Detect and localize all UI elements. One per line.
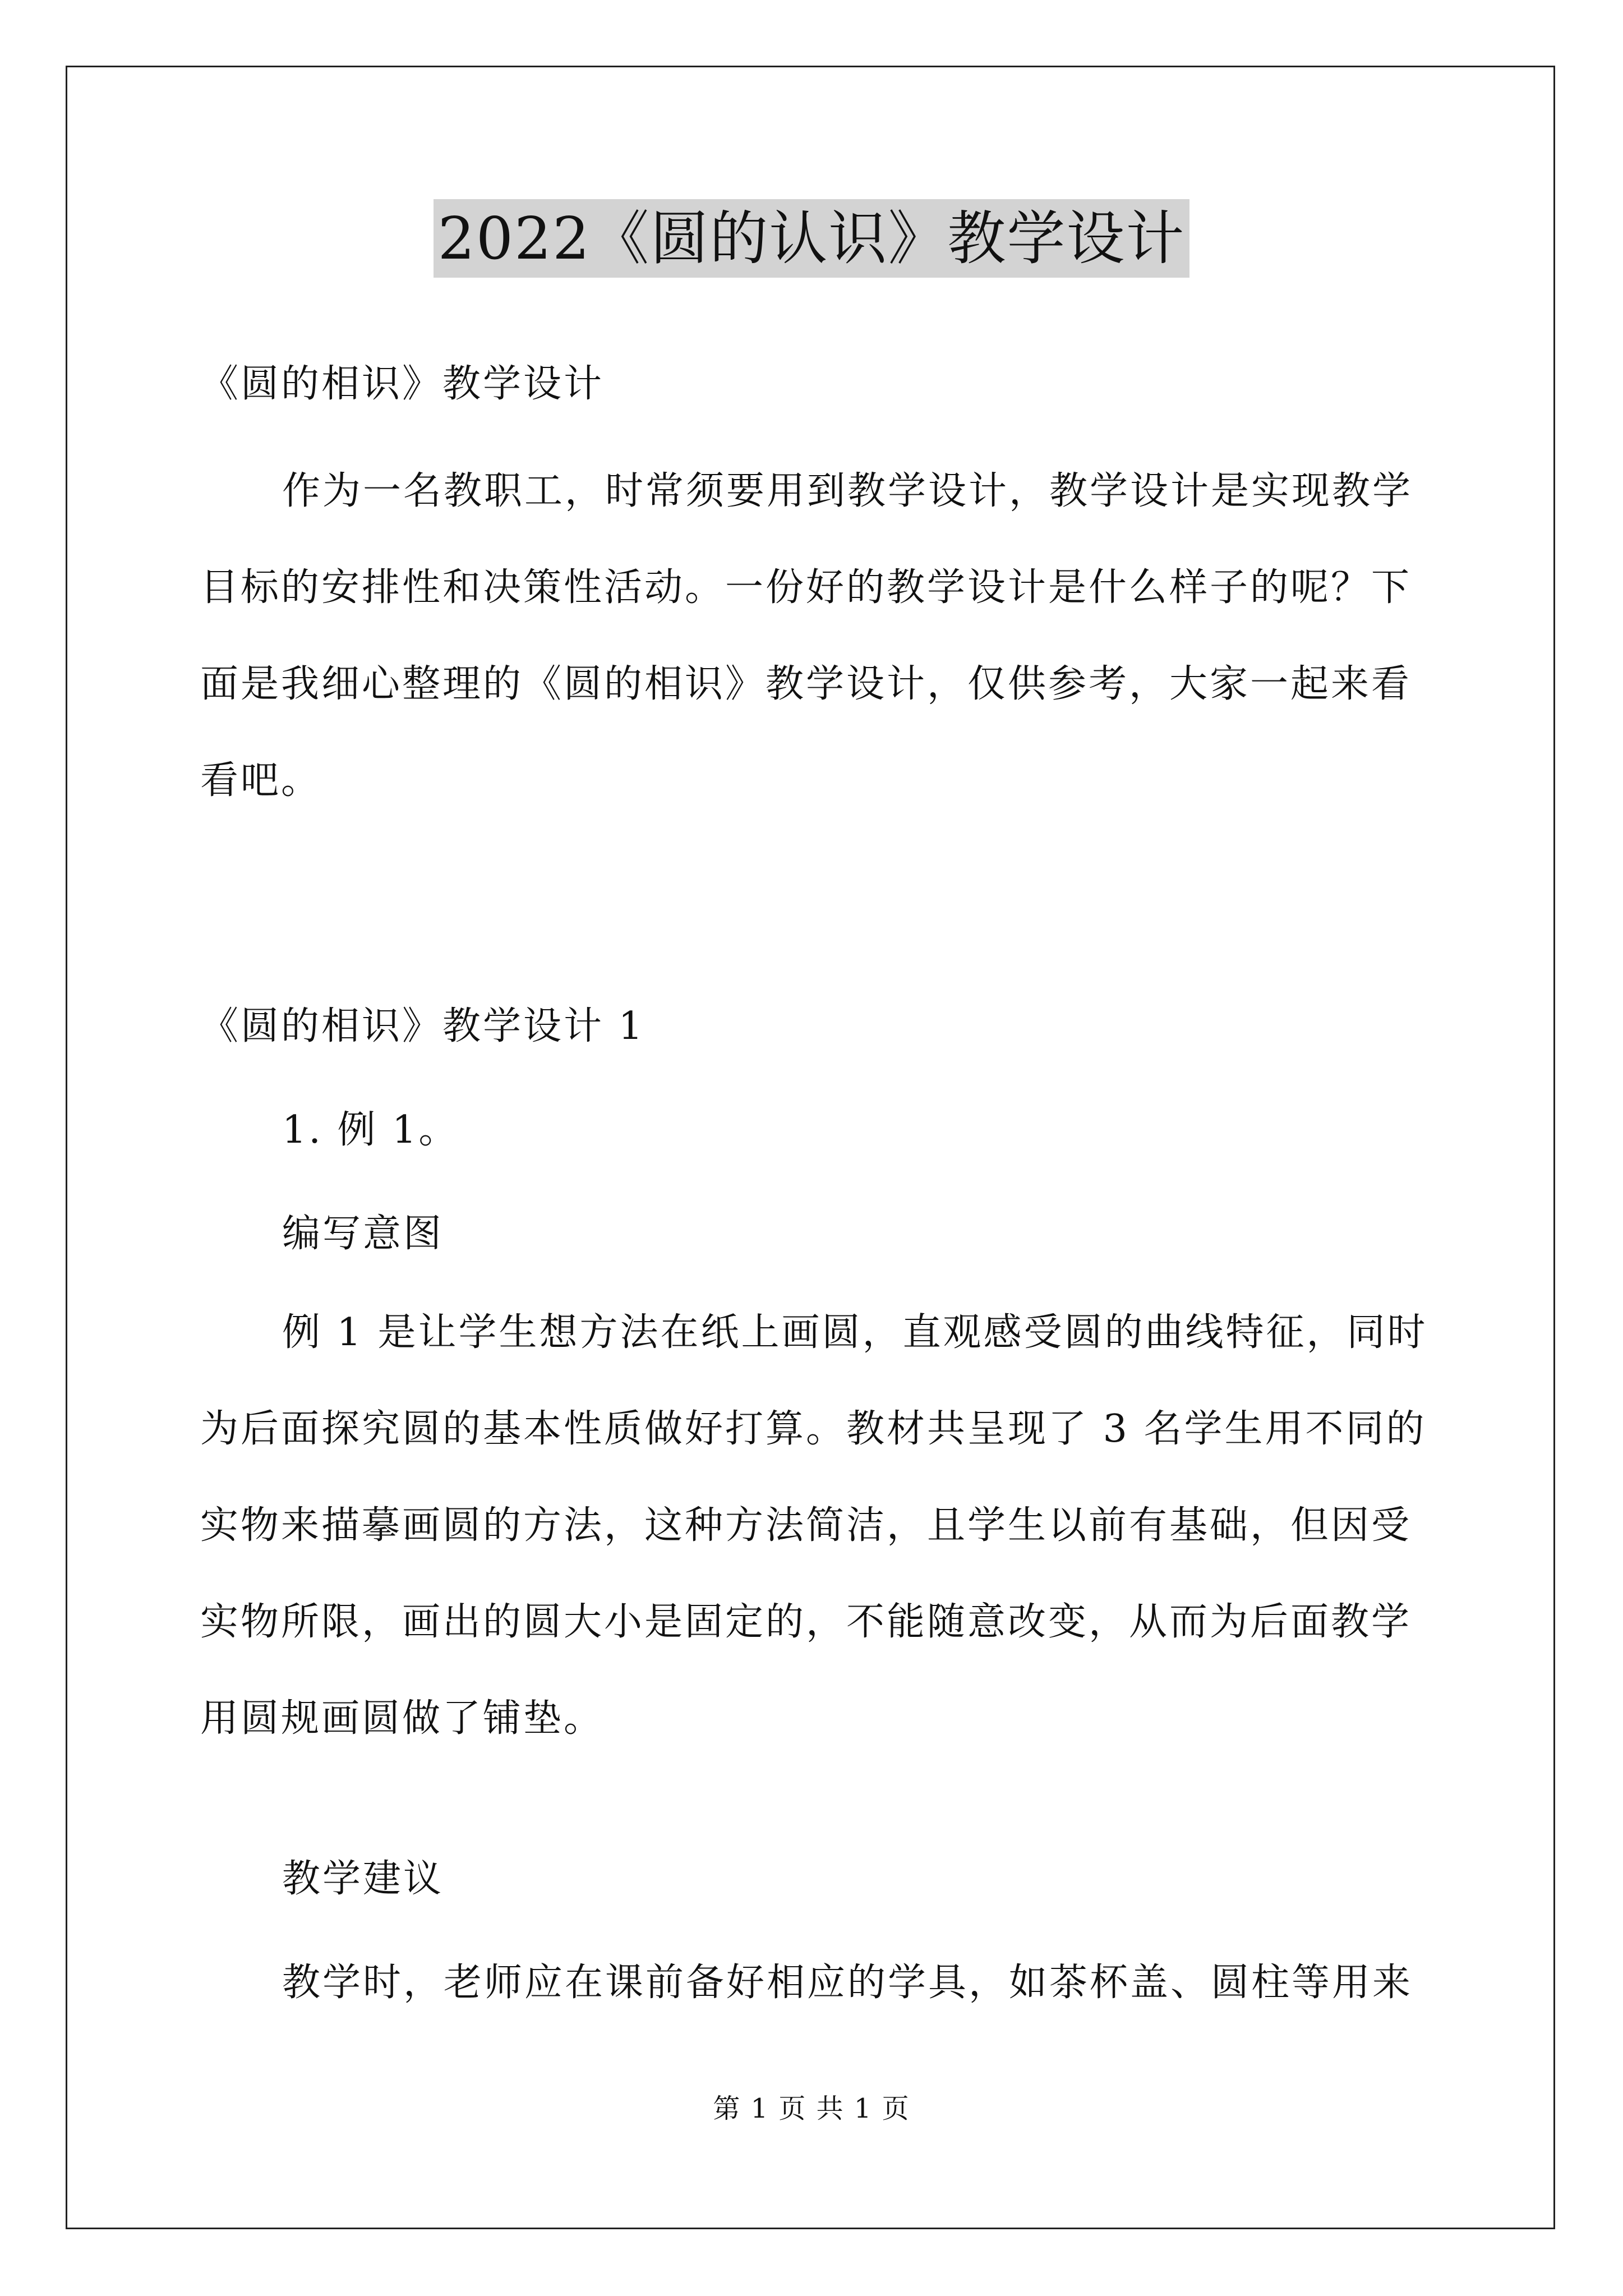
title-container bbox=[0, 199, 1623, 278]
intent-line: 为后面探究圆的基本性质做好打算。教材共呈现了 3 名学生用不同的 bbox=[200, 1407, 1427, 1451]
suggestion-heading: 教学建议 bbox=[282, 1857, 444, 1901]
section-heading: 《圆的相识》教学设计 1 bbox=[200, 1004, 645, 1048]
intro-line: 面是我细心整理的《圆的相识》教学设计，仅供参考，大家一起来看 bbox=[200, 662, 1412, 706]
document-subtitle: 《圆的相识》教学设计 bbox=[200, 362, 605, 406]
document-title: 2022《圆的认识》教学设计 bbox=[434, 199, 1190, 278]
page-footer: 第 1 页 共 1 页 bbox=[713, 2093, 910, 2124]
intro-paragraph bbox=[200, 443, 1434, 829]
intro-line: 作为一名教职工，时常须要用到教学设计，教学设计是实现教学 bbox=[282, 469, 1413, 513]
intent-line: 用圆规画圆做了铺垫。 bbox=[200, 1696, 605, 1741]
intro-line: 看吧。 bbox=[200, 758, 322, 803]
intent-heading: 编写意图 bbox=[282, 1212, 444, 1256]
intent-line: 实物所限，画出的圆大小是固定的，不能随意改变，从而为后面教学 bbox=[200, 1600, 1412, 1644]
item-heading: 1. 例 1。 bbox=[282, 1108, 459, 1152]
intent-paragraph bbox=[200, 1285, 1434, 1767]
suggestion-line: 教学时，老师应在课前备好相应的学具，如茶杯盖、圆柱等用来 bbox=[282, 1961, 1413, 2005]
intent-line: 实物来描摹画圆的方法，这种方法简洁，且学生以前有基础，但因受 bbox=[200, 1503, 1412, 1548]
intent-line: 例 1 是让学生想方法在纸上画圆，直观感受圆的曲线特征，同时 bbox=[282, 1310, 1428, 1355]
intro-line: 目标的安排性和决策性活动。一份好的教学设计是什么样子的呢？下 bbox=[200, 565, 1412, 610]
